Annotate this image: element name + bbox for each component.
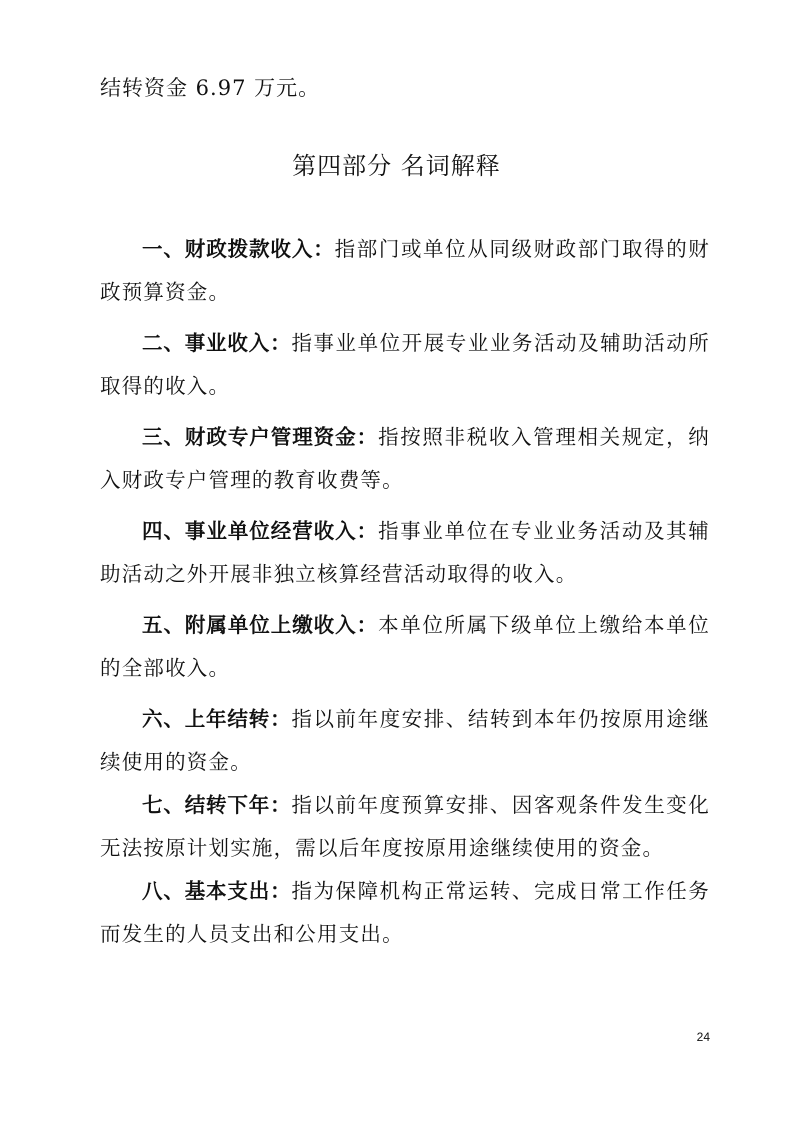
definition-body: 指为保障机构正常运转、完成日常工作任务而发生的人员支出和公用支出。: [100, 879, 710, 946]
definition-body: 指事业单位开展专业业务活动及辅助活动所取得的收入。: [100, 331, 710, 398]
definition-term: 三、财政专户管理资金：: [142, 425, 379, 449]
definition-body: 本单位所属下级单位上缴给本单位的全部收入。: [100, 613, 711, 680]
definition-body: 指以前年度安排、结转到本年仍按原用途继续使用的资金。: [100, 707, 710, 774]
intro-text: 结转资金 6.97 万元。: [100, 76, 321, 100]
definition-item: [100, 784, 710, 870]
definition-term: 二、事业收入：: [142, 331, 292, 355]
definition-term: 六、上年结转：: [142, 707, 292, 731]
definition-item: [100, 416, 710, 502]
definition-item: [100, 604, 710, 690]
definition-body: 指以前年度预算安排、因客观条件发生变化无法按原计划实施，需以后年度按原用途继续使用的资金。: [100, 793, 710, 860]
definition-term: 八、基本支出：: [142, 879, 292, 903]
definition-body: 指按照非税收入管理相关规定，纳入财政专户管理的教育收费等。: [100, 425, 711, 492]
definition-item: [100, 322, 710, 408]
definition-item: [100, 510, 710, 596]
definition-list: [100, 228, 710, 956]
page-title: 第四部分 名词解释: [292, 152, 501, 180]
page-number: 24: [696, 1030, 710, 1044]
definition-item: [100, 698, 710, 784]
definition-body: 指事业单位在专业业务活动及其辅助活动之外开展非独立核算经营活动取得的收入。: [100, 519, 711, 586]
definition-term: 一、财政拨款收入：: [142, 237, 335, 261]
definition-body: 指部门或单位从同级财政部门取得的财政预算资金。: [100, 237, 710, 304]
definition-item: [100, 228, 710, 314]
definition-term: 四、事业单位经营收入：: [142, 519, 379, 543]
definition-item: [100, 870, 710, 956]
definition-term: 五、附属单位上缴收入：: [142, 613, 379, 637]
definition-term: 七、结转下年：: [142, 793, 292, 817]
